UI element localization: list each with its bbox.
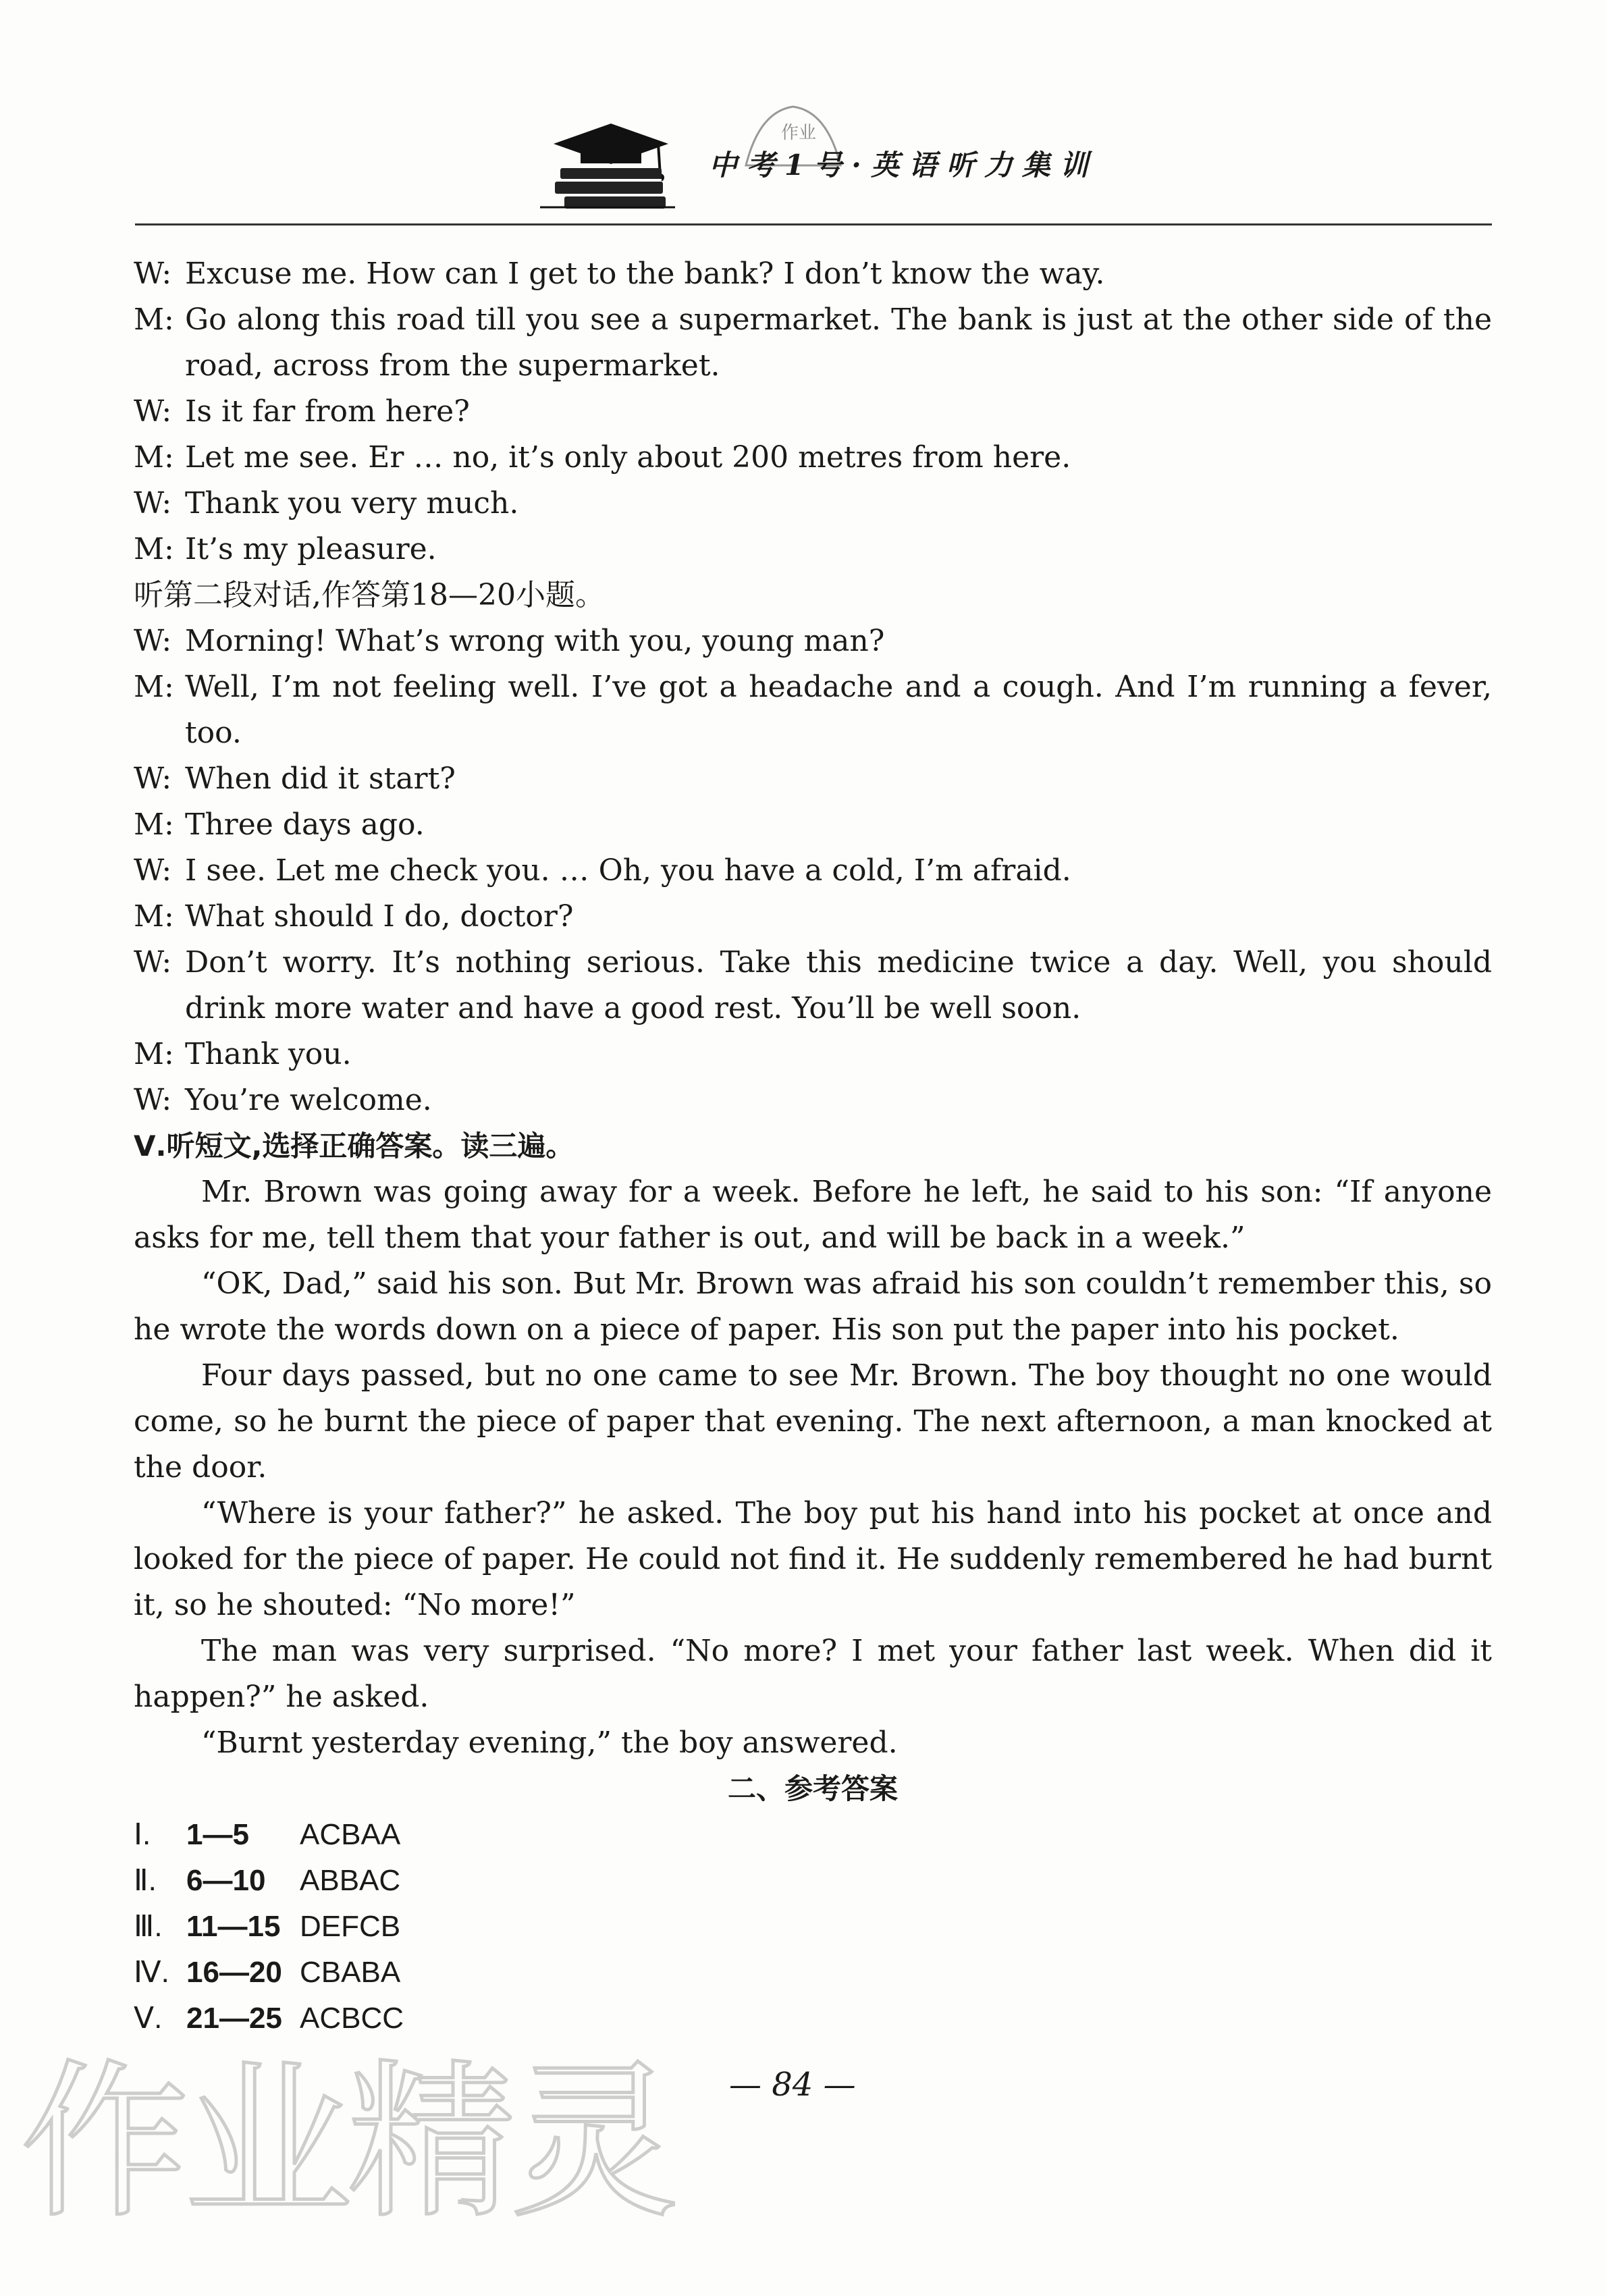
passage-paragraph: “OK, Dad,” said his son. But Mr. Brown was afraid his son couldn’t remember this, so he wrote the words down on a piece of paper. His son put the paper into his pocket.	[134, 1266, 1492, 1347]
speaker: W:	[134, 1083, 172, 1117]
dialogue-turn	[134, 618, 1492, 664]
passage-paragraph: Four days passed, but no one came to see Mr. Brown. The boy thought no one would come, so he burnt the piece of paper that evening. The next afternoon, a man knocked at the door.	[134, 1358, 1492, 1485]
dialogue-turn	[134, 940, 1492, 1032]
utterance: I see. Let me check you. … Oh, you have a cold, I’m afraid.	[185, 853, 1071, 888]
utterance: When did it start?	[185, 762, 456, 796]
passage-paragraph: “Where is your father?” he asked. The boy put his hand into his pocket at once and looked for the piece of paper. He could not find it. He suddenly remembered he had burnt it, so he shouted: “No more!”	[134, 1496, 1492, 1622]
speaker: W:	[134, 394, 172, 429]
dialogue-turn	[134, 297, 1492, 389]
dialogue-turn	[134, 756, 1492, 802]
speaker: M:	[134, 899, 174, 934]
speaker: M:	[134, 670, 174, 704]
utterance: Three days ago.	[185, 807, 425, 842]
answer-range: 6—10	[186, 1864, 266, 1897]
speaker: W:	[134, 945, 172, 980]
utterance: What should I do, doctor?	[185, 899, 574, 934]
dialogue-2-intro: 听第二段对话,作答第18—20小题。	[134, 578, 605, 612]
speaker: M:	[134, 1037, 174, 1071]
passage-paragraph: “Burnt yesterday evening,” the boy answered.	[201, 1726, 898, 1760]
utterance: Thank you.	[185, 1037, 352, 1071]
svg-text:作业: 作业	[781, 123, 817, 143]
dialogue-turn	[134, 527, 1492, 572]
utterance: Let me see. Er … no, it’s only about 200 metres from here.	[185, 440, 1071, 475]
dialogue-turn	[134, 848, 1492, 894]
header-title: 中考1号·英语听力集训	[709, 149, 1098, 182]
answer-range: 21—25	[186, 2002, 282, 2035]
answer-section-numeral: Ⅴ.	[134, 2002, 163, 2035]
dialogue-turn	[134, 802, 1492, 848]
speaker: W:	[134, 762, 172, 796]
speaker: M:	[134, 532, 174, 566]
utterance: Morning! What’s wrong with you, young man?	[185, 624, 885, 658]
dialogue-turn	[134, 664, 1492, 756]
header-divider	[135, 223, 1492, 225]
dialogue-turn	[134, 1077, 1492, 1123]
dialogue-1	[134, 251, 1492, 572]
answer-letters: CBABA	[300, 1956, 401, 1989]
answer-range: 11—15	[186, 1910, 281, 1943]
speaker: M:	[134, 440, 174, 475]
utterance: Is it far from here?	[185, 394, 470, 429]
dialogue-2	[134, 618, 1492, 1123]
listening-passage	[134, 1169, 1492, 1766]
answer-section-numeral: Ⅲ.	[134, 1910, 163, 1943]
answer-letters: ACBAA	[300, 1818, 401, 1851]
answer-range: 16—20	[186, 1956, 282, 1989]
utterance: Well, I’m not feeling well. I’ve got a headache and a cough. And I’m running a fever, too.	[185, 670, 1492, 750]
dialogue-turn	[134, 481, 1492, 527]
dialogue-turn	[134, 389, 1492, 435]
utterance: You’re welcome.	[185, 1083, 432, 1117]
answer-section-numeral: Ⅳ.	[134, 1956, 169, 1989]
svg-text:作业精灵: 作业精灵	[20, 2044, 674, 2241]
utterance: Thank you very much.	[185, 486, 519, 520]
answer-letters: DEFCB	[300, 1910, 401, 1943]
utterance: Go along this road till you see a supermarket. The bank is just at the other side of the road, across from the supermarket.	[185, 302, 1492, 383]
watermark-logo	[14, 2019, 675, 2241]
answer-letters: ACBCC	[300, 2002, 404, 2035]
utterance: It’s my pleasure.	[185, 532, 437, 566]
page-number: — 84 —	[729, 2066, 856, 2104]
answer-row	[134, 1812, 1492, 1858]
answer-row	[134, 1858, 1492, 1904]
speaker: W:	[134, 486, 172, 520]
answer-letters: ABBAC	[300, 1864, 401, 1897]
passage-paragraph: The man was very surprised. “No more? I met your father last week. When did it happen?” he asked.	[134, 1634, 1492, 1714]
utterance: Excuse me. How can I get to the bank? I don’t know the way.	[185, 257, 1105, 291]
speaker: W:	[134, 624, 172, 658]
page-header	[0, 0, 1606, 230]
answer-row	[134, 1904, 1492, 1950]
dialogue-turn	[134, 1032, 1492, 1077]
answer-key	[134, 1812, 1492, 2041]
section-5-heading: Ⅴ.听短文,选择正确答案。读三遍。	[134, 1129, 574, 1163]
speaker: W:	[134, 853, 172, 888]
speaker: M:	[134, 807, 174, 842]
books-graduation-cap-icon	[540, 111, 682, 213]
answer-section-numeral: Ⅰ.	[134, 1818, 151, 1851]
answer-section-numeral: Ⅱ.	[134, 1864, 157, 1897]
answers-title: 二、参考答案	[727, 1772, 898, 1805]
dialogue-turn	[134, 251, 1492, 297]
dialogue-turn	[134, 894, 1492, 940]
utterance: Don’t worry. It’s nothing serious. Take this medicine twice a day. Well, you should drink more water and have a good rest. You’ll be well soon.	[185, 945, 1492, 1025]
passage-paragraph: Mr. Brown was going away for a week. Before he left, he said to his son: “If anyone asks for me, tell them that your father is out, and will be back in a week.”	[134, 1175, 1492, 1255]
dialogue-turn	[134, 435, 1492, 481]
answer-row	[134, 1950, 1492, 1996]
speaker: W:	[134, 257, 172, 291]
speaker: M:	[134, 302, 174, 337]
answer-range: 1—5	[186, 1818, 249, 1851]
page-content	[134, 251, 1492, 2041]
